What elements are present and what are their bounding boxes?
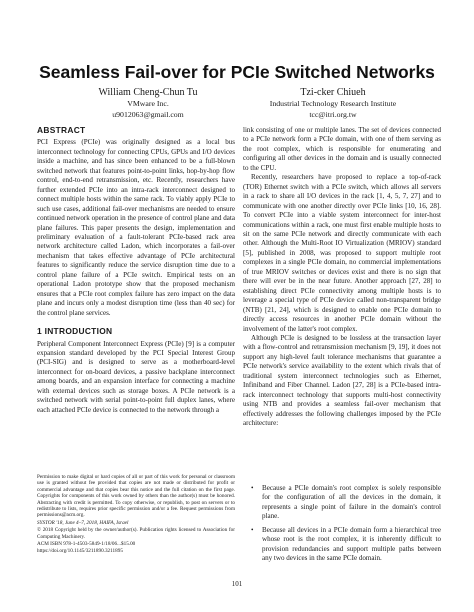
abstract-heading: ABSTRACT [37,125,86,135]
author-block-1 [48,87,248,120]
permission-text: Permission to make digital or hard copies of all or part of this work for personal or classroom use is granted without fee provided that copies are not made or distributed for profit or commercial advantage and that copies bear this notice and the full citation on the first page. Copyrights for components of this work owned by others than the author(s) must be honored. Abstracting with credit is permitted. To copy otherwise, or republish, to post on servers or to redistribute to lists, requires prior specific permission and/or a fee. Request permissions from permissions@acm.org. [37,474,235,519]
list-item [248,484,441,522]
paragraph: Recently, researchers have proposed to replace a top-of-rack (TOR) Ethernet switch with a PCIe switch, which allows all servers in a rack to share all I/O devices in the rack [1, 4, 5, 7, 27] and to communicate with one another directly over PCIe links [10, 16, 28]. To convert PCIe into a viable system interconnect for inter-host communications within a rack, one must first enable multiple hosts to sit on the same PCIe network and directly communicate with each other. Although the Multi-Root IO Virtualization (MRIOV) standard [5], published in 2008, was proposed to support multiple root complexes in a single PCIe domain, no commercial implementations of true MRIOV switches or devices exist and there is no sign that there will ever be in the near future. Another approach [27, 28] to establishing direct PCIe connectivity among multiple hosts is to leverage a special type of PCIe device called non-transparent bridge (NTB) [21, 24], which is designed to enable one PCIe domain to directly access resources in another PCIe domain without the involvement of the latter's root complex. [243,173,441,333]
abstract-text: PCI Express (PCIe) was originally designed as a local bus interconnect technology for connecting CPUs, GPUs and I/O devices inside a machine, and has since been enhanced to be a full-blown switched network that features point-to-point links, hop-by-hop flow control, end-to-end retransmission, etc. Recently, researchers have further extended PCIe into an intra-rack interconnect designed to connect multiple hosts within the same rack. To viably apply PCIe to such use cases, additional fail-over mechanisms are needed to ensure continued network operation in the presence of control plane and data plane failures. This paper presents the design, implementation and preliminary evaluation of a fault-tolerant PCIe-based rack area network architecture called Ladon, which incorporates a fail-over mechanism that takes effective advantage of PCIe architectural features to significantly reduce the service disruption time due to a control plane failure of a PCIe switch. Empirical tests on an operational Ladon prototype show that the proposed mechanism ensures that a PCIe root complex failure has zero impact on the data plane and incurs only a modest disruption time (less than 40 sec) for the control plane services. [37,138,235,317]
introduction-heading: 1 INTRODUCTION [37,326,113,337]
left-column [37,126,235,415]
author-block-2 [233,87,433,120]
paper-title: Seamless Fail-over for PCIe Switched Networks [39,62,435,82]
challenge-list [248,484,441,568]
paragraph: Although PCIe is designed to be lossless at the transaction layer with a flow-control and retransmission mechanism [9, 19], it does not support any high-level fault tolerance mechanisms that guarantee a PCIe network's service availability to the extent which rivals that of traditional system interconnect technologies such as Ethernet, Infiniband and Fiber Channel. Ladon [27, 28] is a PCIe-based intra-rack interconnect technology that supports multi-host connectivity using NTB and provides a seamless fail-over mechanism that effectively addresses the following challenges imposed by the PCIe architecture: [243,333,441,428]
introduction-text: Peripheral Component Interconnect Express (PCIe) [9] is a computer expansion standard developed by the PCI Special Interest Group (PCI-SIG) and is designed to serve as a motherboard-level interconnect for on-board devices, a passive backplane interconnect among boards, and an expansion interface for connecting a machine with external devices such as storage boxes. A PCIe network is a switched network with serial point-to-point full duplex lanes, where each attached PCIe device is connected to the network through a [37,339,235,414]
copyright-line: © 2018 Copyright held by the owner/author(s). Publication rights licensed to Association for Computing Machinery. [37,527,235,540]
author-name: Tzi-cker Chiueh [300,87,366,98]
author-affiliation: VMware Inc. [127,99,169,108]
author-email: tcc@itri.org.tw [309,109,357,119]
venue-line: SYSTOR '18, June 4–7, 2018, HAIFA, Israel [37,519,129,526]
bullet-icon: • [251,525,254,534]
list-item [248,526,441,564]
right-column [243,126,441,429]
list-item-text: Because all devices in a PCIe domain form a hierarchical tree whose root is the root complex, it is inherently difficult to provision redundancies and support multiple paths between any two devices in the same PCIe domain. [262,525,441,563]
page-number: 101 [231,580,243,588]
permission-notice [37,474,235,556]
author-affiliation: Industrial Technology Research Institute [269,99,397,108]
list-item-text: Because a PCIe domain's root complex is solely responsible for the configuration of all the devices in the domain, it represents a single point of failure in the domain's control plane. [262,484,441,521]
author-name: William Cheng-Chun Tu [98,87,198,98]
isbn-line: ACM ISBN 978-1-4503-5849-1/18/06...$15.00 [37,541,136,548]
paragraph: link consisting of one or multiple lanes. The set of devices connected to a PCIe network form a PCIe domain, with one of them serving as the root complex, which is responsible for enumerating and configuring all other devices in the domain and is usually connected to the CPU. [243,126,441,172]
bullet-icon: • [251,484,254,492]
author-email: u9012063@gmail.com [112,109,184,119]
doi-link[interactable]: https://doi.org/10.1145/3211890.3211895 [37,548,123,555]
